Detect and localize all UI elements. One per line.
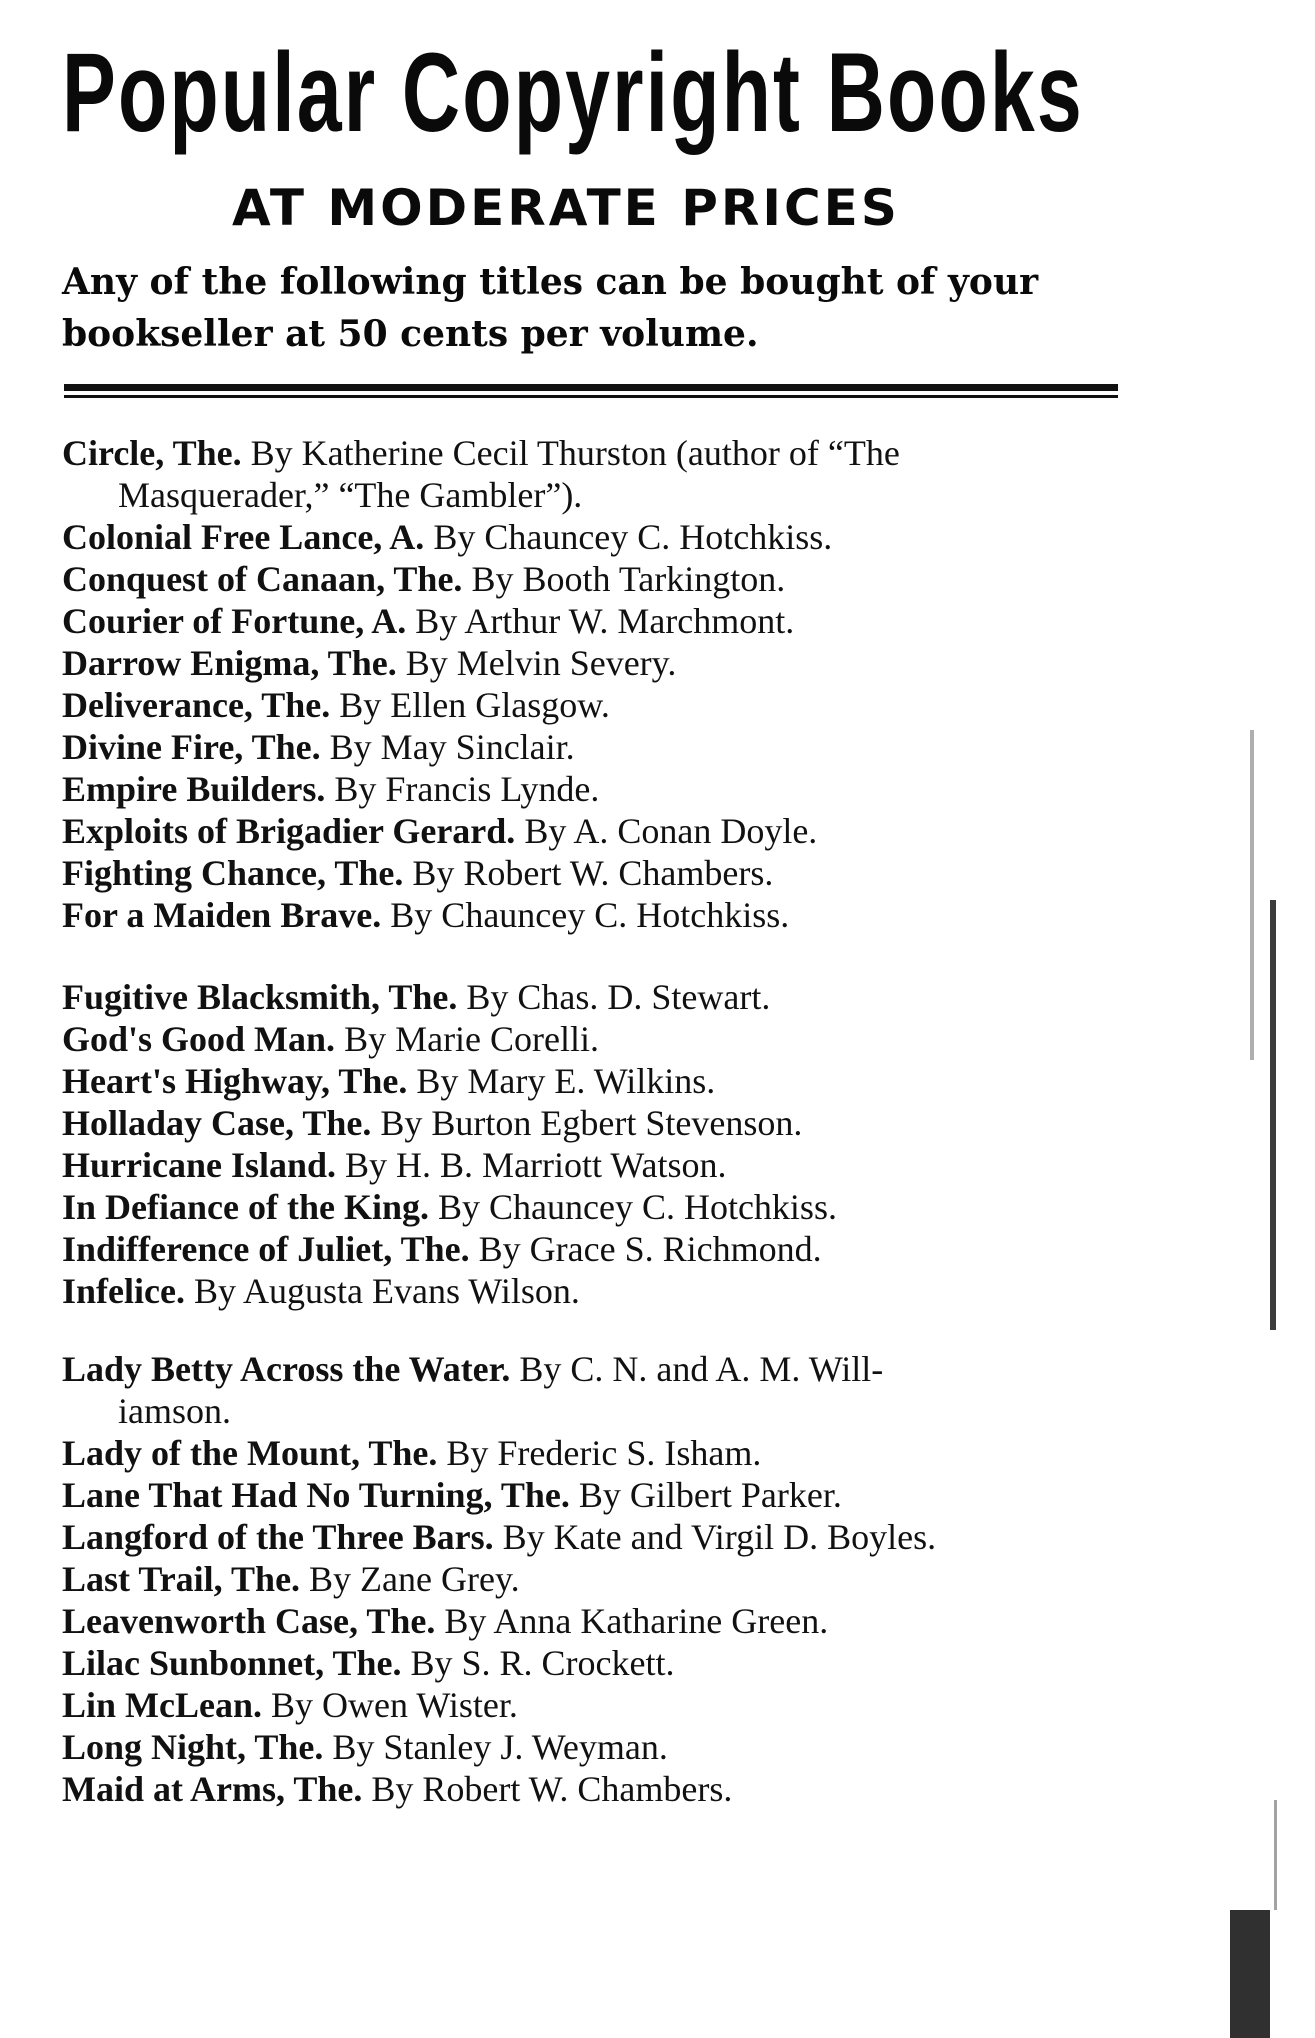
book-group-3: [62, 1348, 1122, 1810]
book-author: By Stanley J. Weyman.: [332, 1727, 668, 1767]
book-title: Fugitive Blacksmith, The.: [62, 977, 458, 1017]
book-title: Colonial Free Lance, A.: [62, 517, 425, 557]
page-subtitle: AT MODERATE PRICES: [232, 179, 900, 237]
book-entry: [62, 1270, 1122, 1312]
book-entry: [62, 810, 1122, 852]
book-title: Holladay Case, The.: [62, 1103, 372, 1143]
book-author: By Kate and Virgil D. Boyles.: [502, 1517, 937, 1557]
book-author: By Robert W. Chambers.: [371, 1769, 733, 1809]
book-title: Lilac Sunbonnet, The.: [62, 1643, 402, 1683]
book-author: By Grace S. Richmond.: [478, 1229, 822, 1269]
book-author: By Katherine Cecil Thurston (author of “The: [250, 433, 900, 473]
book-entry: [62, 1432, 1122, 1474]
book-author: By Francis Lynde.: [334, 769, 600, 809]
book-title: Langford of the Three Bars.: [62, 1517, 494, 1557]
book-entry: [62, 1684, 1122, 1726]
book-title: Deliverance, The.: [62, 685, 331, 725]
book-title: God's Good Man.: [62, 1019, 336, 1059]
book-author: By Chauncey C. Hotchkiss.: [433, 517, 833, 557]
book-author: By Anna Katharine Green.: [444, 1601, 829, 1641]
book-entry: [62, 768, 1122, 810]
book-author: By Augusta Evans Wilson.: [193, 1271, 580, 1311]
book-entry: [62, 1018, 1122, 1060]
divider-rule-thin: [64, 395, 1118, 398]
book-title: Darrow Enigma, The.: [62, 643, 397, 683]
book-entry: [62, 642, 1122, 684]
book-author: By Arthur W. Marchmont.: [415, 601, 795, 641]
book-author: By Mary E. Wilkins.: [416, 1061, 716, 1101]
book-title: Courier of Fortune, A.: [62, 601, 407, 641]
book-author: By Ellen Glasgow.: [339, 685, 610, 725]
book-entry: [62, 600, 1122, 642]
scan-edge-mark: [1274, 1800, 1277, 1910]
book-entry: [62, 1642, 1122, 1684]
book-entry: [62, 1516, 1122, 1558]
book-entry: [62, 558, 1122, 600]
book-author: By Frederic S. Isham.: [446, 1433, 762, 1473]
book-group-2: [62, 976, 1122, 1312]
book-author: By Chas. D. Stewart.: [466, 977, 771, 1017]
book-group-1: [62, 432, 1122, 936]
book-entry: [62, 1348, 1122, 1432]
book-author: By Gilbert Parker.: [578, 1475, 842, 1515]
book-entry: [62, 1060, 1122, 1102]
book-author: By Melvin Severy.: [405, 643, 677, 683]
book-author: By Chauncey C. Hotchkiss.: [437, 1187, 837, 1227]
book-entry: [62, 726, 1122, 768]
book-author: By C. N. and A. M. Will-: [519, 1349, 884, 1389]
book-author: By Burton Egbert Stevenson.: [380, 1103, 803, 1143]
book-title: Exploits of Brigadier Gerard.: [62, 811, 516, 851]
scan-edge-mark: [1270, 900, 1276, 1330]
book-title: Lady of the Mount, The.: [62, 1433, 438, 1473]
book-title: Leavenworth Case, The.: [62, 1601, 436, 1641]
book-entry: [62, 1144, 1122, 1186]
book-author: By H. B. Marriott Watson.: [345, 1145, 727, 1185]
book-entry: [62, 1228, 1122, 1270]
book-entry: [62, 1102, 1122, 1144]
book-author: By Booth Tarkington.: [471, 559, 786, 599]
book-title: Lady Betty Across the Water.: [62, 1349, 511, 1389]
scan-edge-mark: [1230, 1910, 1270, 2038]
book-entry: [62, 1558, 1122, 1600]
book-title: Lane That Had No Turning, The.: [62, 1475, 570, 1515]
page-title: Popular Copyright Books: [62, 30, 1084, 155]
book-entry: [62, 684, 1122, 726]
book-entry: [62, 1474, 1122, 1516]
book-author: By May Sinclair.: [329, 727, 575, 767]
book-author-continuation: Masquerader,” “The Gambler”).: [118, 475, 583, 515]
book-title: Infelice.: [62, 1271, 185, 1311]
book-author: By Zane Grey.: [309, 1559, 520, 1599]
book-entry: [62, 976, 1122, 1018]
book-author: By A. Conan Doyle.: [524, 811, 818, 851]
scan-edge-mark: [1250, 730, 1254, 1060]
book-author: By Robert W. Chambers.: [412, 853, 774, 893]
book-entry: [62, 1600, 1122, 1642]
book-entry: [62, 894, 1122, 936]
book-entry: [62, 1186, 1122, 1228]
book-author-continuation: iamson.: [118, 1391, 231, 1431]
book-title: In Defiance of the King.: [62, 1187, 429, 1227]
book-title: Fighting Chance, The.: [62, 853, 404, 893]
book-title: Conquest of Canaan, The.: [62, 559, 463, 599]
book-title: Hurricane Island.: [62, 1145, 337, 1185]
book-title: Empire Builders.: [62, 769, 326, 809]
book-title: Maid at Arms, The.: [62, 1769, 363, 1809]
book-entry: [62, 1768, 1122, 1810]
book-title: For a Maiden Brave.: [62, 895, 382, 935]
book-author: By Chauncey C. Hotchkiss.: [390, 895, 790, 935]
book-title: Long Night, The.: [62, 1727, 324, 1767]
intro-text: Any of the following titles can be bought of your bookseller at 50 cents per volume.: [62, 261, 1039, 355]
book-entry: [62, 432, 1122, 516]
book-author: By S. R. Crockett.: [410, 1643, 675, 1683]
book-entry: [62, 1726, 1122, 1768]
book-entry: [62, 516, 1122, 558]
book-title: Lin McLean.: [62, 1685, 263, 1725]
book-author: By Marie Corelli.: [344, 1019, 600, 1059]
divider-rule-thick: [64, 384, 1118, 391]
book-title: Indifference of Juliet, The.: [62, 1229, 470, 1269]
book-title: Circle, The.: [62, 433, 242, 473]
book-entry: [62, 852, 1122, 894]
book-title: Last Trail, The.: [62, 1559, 301, 1599]
book-author: By Owen Wister.: [271, 1685, 518, 1725]
book-title: Heart's Highway, The.: [62, 1061, 408, 1101]
book-title: Divine Fire, The.: [62, 727, 321, 767]
